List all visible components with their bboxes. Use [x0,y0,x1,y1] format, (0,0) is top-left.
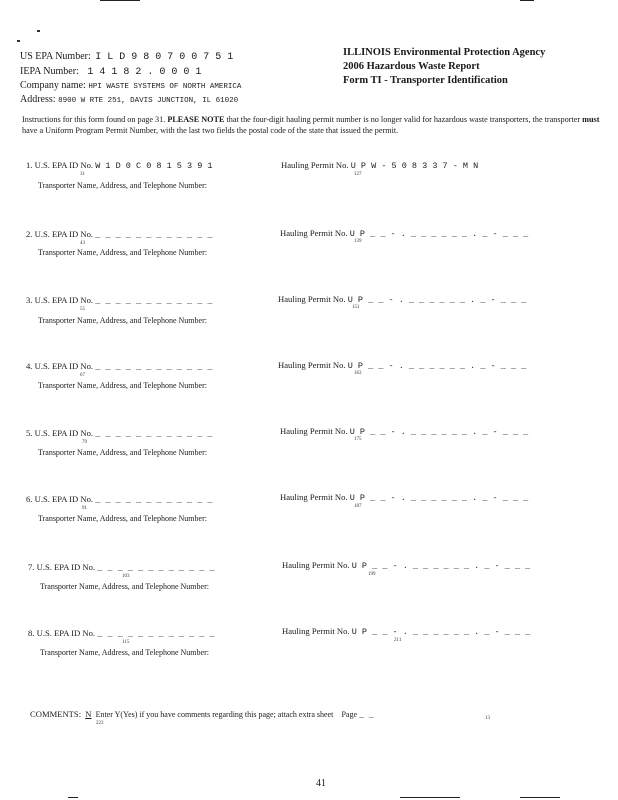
epa-number-value: I L D 9 8 0 7 0 0 7 5 1 [95,52,234,63]
entry-3-permit [278,294,526,305]
form-title: Form TI - Transporter Identification [343,75,508,86]
entry-number: 2. [26,229,33,239]
transporter-name-label: Transporter Name, Address, and Telephone Number: [38,381,207,390]
field-code: 211 [394,638,402,643]
address-label: Address: [20,94,56,105]
entry-1-permit [281,160,478,171]
iepa-number-label: IEPA Number: [20,66,79,77]
field-code: 91 [82,506,87,511]
iepa-number-row [20,66,201,78]
entry-2-permit [280,228,528,239]
iepa-number-value: 1 4 1 8 2 . 0 0 0 1 [87,67,202,78]
field-code: 103 [122,574,130,579]
entry-2-id [26,229,213,240]
entry-7-permit [282,560,530,571]
epa-id-label: U.S. EPA ID No. [34,361,94,371]
transporter-name-label: Transporter Name, Address, and Telephone Number: [38,248,207,257]
epa-id-value: _ _ _ _ _ _ _ _ _ _ _ _ [95,495,213,505]
instructions-text: that the four-digit hauling permit number is no longer valid for hazardous waste transporters, the transporter [224,115,583,124]
field-code: 55 [80,307,85,312]
entry-number: 7. [28,562,35,572]
epa-number-row [20,51,233,63]
entry-7-id [28,562,215,573]
epa-id-label: U.S. EPA ID No. [34,160,94,170]
entry-5-id [26,428,213,439]
field-code: 67 [80,373,85,378]
epa-id-value: _ _ _ _ _ _ _ _ _ _ _ _ [95,429,213,439]
field-code: 43 [80,241,85,246]
entry-6-permit [280,492,528,503]
field-code: 139 [354,239,362,244]
must-emphasis: must [582,115,600,124]
comments-row [30,709,374,720]
epa-id-label: U.S. EPA ID No. [34,295,94,305]
instructions-text: have a Uniform Program Permit Number, with the last two fields the postal code of the state that issued the permit. [22,126,399,135]
permit-label: Hauling Permit No. [280,492,348,502]
permit-value: U P _ _ - . _ _ _ _ _ _ . _ - _ _ _ [349,427,529,437]
field-code: 31 [80,172,85,177]
epa-id-value: _ _ _ _ _ _ _ _ _ _ _ _ [95,362,213,372]
page-label: Page [341,710,358,719]
entry-3-id [26,295,213,306]
epa-id-label: U.S. EPA ID No. [36,628,96,638]
entry-number: 3. [26,295,33,305]
comments-label: COMMENTS: [30,709,82,719]
permit-label: Hauling Permit No. [278,294,346,304]
permit-label: Hauling Permit No. [280,228,348,238]
company-label: Company name: [20,80,86,91]
address-value: 8900 W RTE 251, DAVIS JUNCTION, IL 61020 [58,97,239,105]
field-code: 175 [354,437,362,442]
epa-id-label: U.S. EPA ID No. [36,562,96,572]
transporter-name-label: Transporter Name, Address, and Telephone Number: [38,316,207,325]
field-code: 223 [96,721,104,726]
company-row [20,80,241,91]
entry-6-id [26,494,213,505]
permit-label: Hauling Permit No. [278,360,346,370]
epa-id-value: _ _ _ _ _ _ _ _ _ _ _ _ [97,563,215,573]
permit-value: U P _ _ - . _ _ _ _ _ _ . _ - _ _ _ [349,229,529,239]
comments-instructions: Enter Y(Yes) if you have comments regarding this page; attach extra sheet [95,710,334,719]
epa-id-value: _ _ _ _ _ _ _ _ _ _ _ _ [95,296,213,306]
permit-label: Hauling Permit No. [282,560,350,570]
epa-id-label: U.S. EPA ID No. [34,428,94,438]
field-code: 13 [485,716,490,721]
permit-label: Hauling Permit No. [280,426,348,436]
transporter-name-label: Transporter Name, Address, and Telephone Number: [38,448,207,457]
epa-id-label: U.S. EPA ID No. [34,494,94,504]
entry-number: 4. [26,361,33,371]
scan-speck [37,30,40,32]
page-number: 41 [316,778,326,789]
instructions [22,114,602,136]
permit-value: U P _ _ - . _ _ _ _ _ _ . _ - _ _ _ [347,361,527,371]
epa-id-value: _ _ _ _ _ _ _ _ _ _ _ _ [95,230,213,240]
field-code: 163 [354,371,362,376]
transporter-name-label: Transporter Name, Address, and Telephone Number: [40,648,209,657]
entry-number: 6. [26,494,33,504]
scan-artifact-bottom [68,797,78,798]
entry-number: 8. [28,628,35,638]
permit-value: U P W - 5 0 8 3 3 7 - M N [350,161,479,171]
page-value: _ _ [359,711,374,720]
transporter-name-label: Transporter Name, Address, and Telephone Number: [40,582,209,591]
entry-number: 1. [26,160,33,170]
entry-8-permit [282,626,530,637]
company-value: HPI WASTE SYSTEMS OF NORTH AMERICA [88,83,242,91]
entry-number: 5. [26,428,33,438]
scan-artifact-top [100,0,140,1]
instructions-text: Instructions for this form found on page 31. [22,115,168,124]
entry-8-id [28,628,215,639]
report-title: 2006 Hazardous Waste Report [343,61,480,72]
permit-value: U P _ _ - . _ _ _ _ _ _ . _ - _ _ _ [351,627,531,637]
transporter-name-label: Transporter Name, Address, and Telephone Number: [38,181,207,190]
entry-4-permit [278,360,526,371]
permit-value: U P _ _ - . _ _ _ _ _ _ . _ - _ _ _ [347,295,527,305]
permit-label: Hauling Permit No. [281,160,349,170]
scan-speck [17,40,20,42]
scan-artifact-top [520,0,534,1]
comments-value: N [85,709,92,719]
epa-id-value: W 1 D 0 C 0 8 1 5 3 9 1 [95,161,213,171]
scan-artifact-bottom [520,797,560,798]
field-code: 199 [368,572,376,577]
epa-id-value: _ _ _ _ _ _ _ _ _ _ _ _ [97,629,215,639]
epa-id-label: U.S. EPA ID No. [34,229,94,239]
permit-value: U P _ _ - . _ _ _ _ _ _ . _ - _ _ _ [351,561,531,571]
permit-label: Hauling Permit No. [282,626,350,636]
field-code: 151 [352,305,360,310]
permit-value: U P _ _ - . _ _ _ _ _ _ . _ - _ _ _ [349,493,529,503]
field-code: 127 [354,172,362,177]
agency-title: ILLINOIS Environmental Protection Agency [343,47,546,58]
address-row [20,94,238,105]
epa-number-label: US EPA Number: [20,51,91,62]
entry-4-id [26,361,213,372]
field-code: 187 [354,504,362,509]
please-note: PLEASE NOTE [167,115,225,124]
transporter-name-label: Transporter Name, Address, and Telephone Number: [38,514,207,523]
scan-artifact-bottom [400,797,460,798]
entry-1-id [26,160,213,171]
field-code: 79 [82,440,87,445]
field-code: 115 [122,640,130,645]
entry-5-permit [280,426,528,437]
